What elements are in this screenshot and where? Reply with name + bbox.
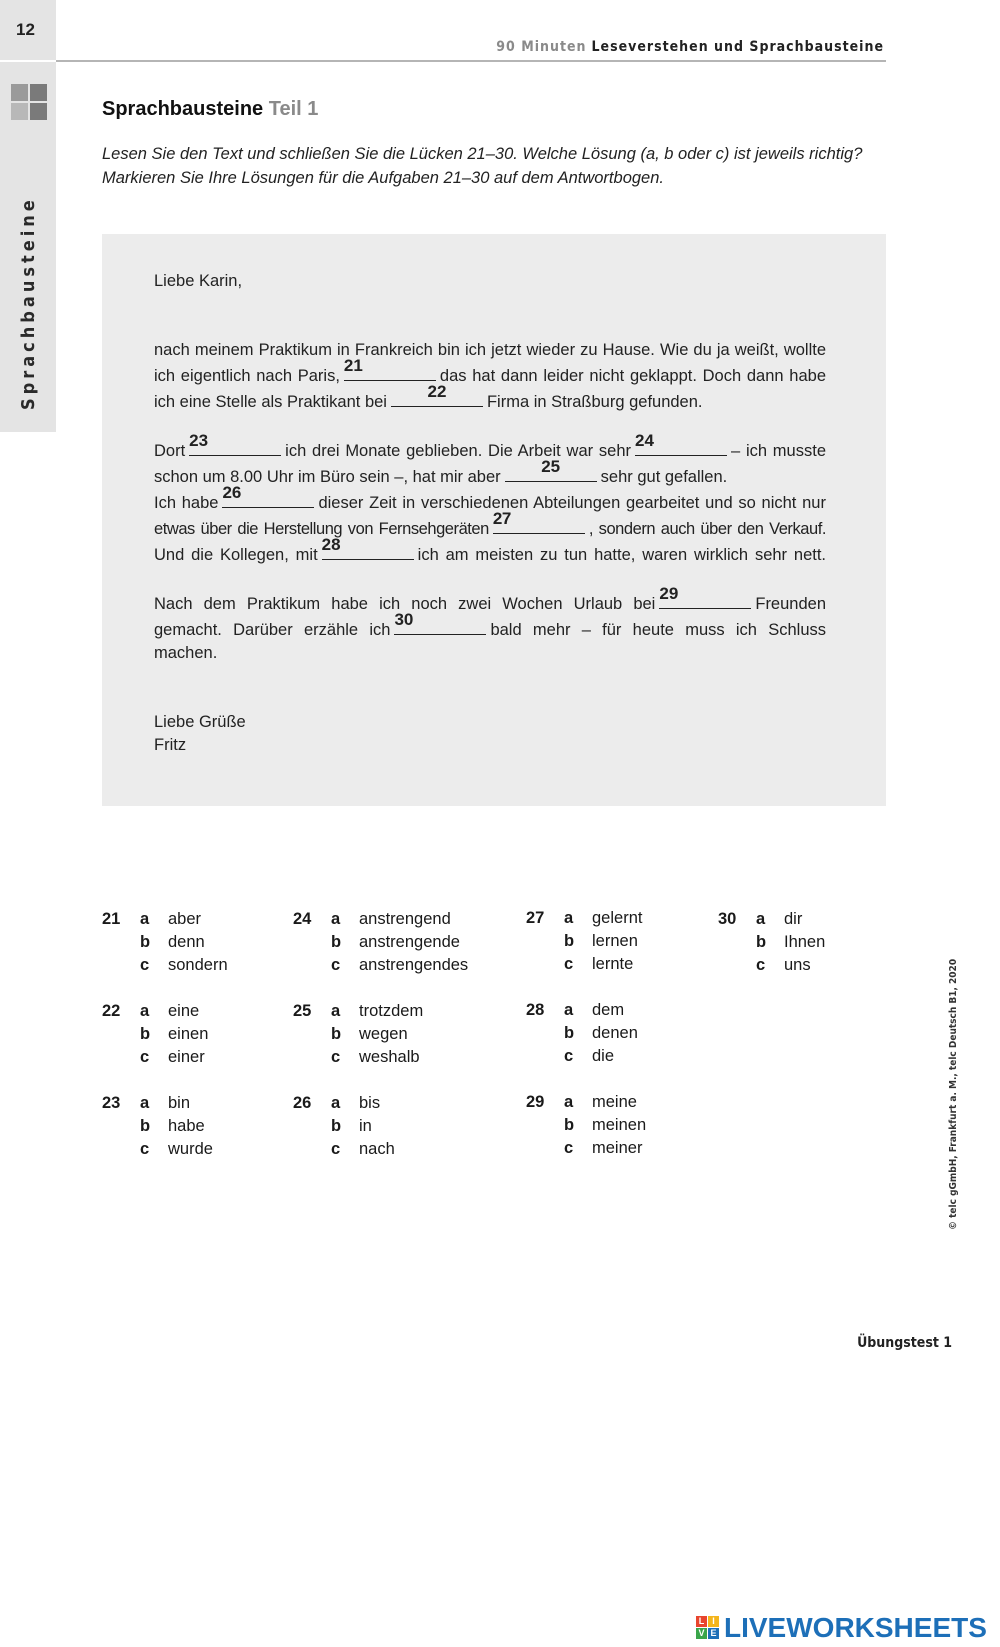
option-30c[interactable]: c uns [756, 956, 811, 974]
title-sub: Teil 1 [268, 98, 319, 120]
letter-line: Dort 23 ich drei Monate geblieben. Die Arbeit war sehr 24 – ich musste [154, 431, 826, 460]
option-22b[interactable]: b einen [140, 1025, 209, 1043]
gap-22[interactable]: 22 [391, 388, 483, 407]
option-30a[interactable]: a dir [756, 910, 803, 928]
option-22c[interactable]: c einer [140, 1048, 205, 1066]
answer-options: 21 a aber b denn c sondern 22 a eine b einen c einer 23 a bin b habe c wurde 24 a anstrengend b anstrengende c anstrengendes 25 a trotzdem b wegen c weshalb 26 a bis b in c nach 27 a gelernt b lernen c lernte 28 a dem b denen c die 29 a meine b meinen c meiner 30 a dir b Ihnen c uns [102, 909, 826, 1158]
gap-24[interactable]: 24 [635, 437, 727, 456]
letter-line: etwas über die Herstellung von Fernsehgeräten 27 , sondern auch über den Verkauf. [154, 509, 827, 538]
option-27a[interactable]: a gelernt [564, 909, 643, 927]
option-25c[interactable]: c weshalb [331, 1048, 420, 1066]
gap-28[interactable]: 28 [322, 541, 414, 560]
letter-line: schon um 8.00 Uhr im Büro sein –, hat mir aber 25 sehr gut gefallen. [154, 457, 728, 486]
option-30b[interactable]: b Ihnen [756, 933, 826, 951]
letter-line: Nach dem Praktikum habe ich noch zwei Wochen Urlaub bei 29 Freunden [154, 584, 826, 613]
option-28b[interactable]: b denen [564, 1024, 638, 1042]
gap-26[interactable]: 26 [222, 489, 314, 508]
option-24b[interactable]: b anstrengende [331, 933, 460, 951]
option-26b[interactable]: b in [331, 1117, 372, 1135]
letter-closing: Liebe Grüße [154, 713, 246, 731]
instruction-line: Lesen Sie den Text und schließen Sie die Lücken 21–30. Welche Lösung (a, b oder c) ist jeweils richtig? [102, 145, 863, 163]
gap-21[interactable]: 21 [344, 362, 436, 381]
option-26c[interactable]: c nach [331, 1140, 395, 1158]
option-23a[interactable]: a bin [140, 1094, 191, 1112]
liveworksheets-text: LIVEWORKSHEETS [724, 1612, 987, 1643]
option-21b[interactable]: b denn [140, 933, 205, 951]
side-section-label: Sprachbausteine [18, 196, 39, 410]
option-28a[interactable]: a dem [564, 1001, 625, 1019]
copyright-notice: © telc gGmbH, Frankfurt a. M., telc Deutsch B1, 2020 [948, 958, 959, 1230]
option-24c[interactable]: c anstrengendes [331, 956, 469, 974]
gap-25[interactable]: 25 [505, 463, 597, 482]
letter-greeting: Liebe Karin, [154, 272, 243, 290]
letter-line: gemacht. Darüber erzähle ich 30 bald mehr – für heute muss ich Schluss machen. [154, 610, 826, 662]
option-25a[interactable]: a trotzdem [331, 1002, 424, 1020]
letter-line: Und die Kollegen, mit 28 ich am meisten zu tun hatte, waren wirklich sehr nett. [154, 535, 827, 564]
page-number-tab [0, 0, 56, 60]
letter-box [102, 234, 886, 806]
option-23b[interactable]: b habe [140, 1117, 205, 1135]
option-21a[interactable]: a aber [140, 910, 202, 928]
option-27b[interactable]: b lernen [564, 932, 638, 950]
option-29b[interactable]: b meinen [564, 1116, 647, 1134]
liveworksheets-logo-icon: L I V E [696, 1616, 720, 1640]
page-header [496, 39, 884, 55]
header-section: Leseverstehen und Sprachbausteine [591, 39, 884, 55]
title-main: Sprachbausteine [102, 98, 264, 120]
option-23c[interactable]: c wurde [140, 1140, 213, 1158]
letter-text [154, 270, 826, 757]
option-22a[interactable]: a eine [140, 1002, 200, 1020]
page-title [102, 98, 318, 121]
option-25b[interactable]: b wegen [331, 1025, 408, 1043]
letter-line: nach meinem Praktikum in Frankreich bin ich jetzt wieder zu Hause. Wie du ja weißt, wollte [154, 341, 826, 359]
option-24a[interactable]: a anstrengend [331, 910, 451, 928]
header-duration: 90 Minuten [496, 39, 587, 55]
letter-line: ich eigentlich nach Paris, 21 das hat dann leider nicht geklappt. Doch dann habe [154, 356, 827, 385]
page-number: 12 [16, 20, 35, 39]
option-26a[interactable]: a bis [331, 1094, 381, 1112]
option-21c[interactable]: c sondern [140, 956, 228, 974]
gap-27[interactable]: 27 [493, 515, 585, 534]
section-squares-icon [11, 84, 47, 120]
letter-signature: Fritz [154, 736, 187, 754]
footer-label: Übungstest 1 [857, 1335, 952, 1351]
letter-line: Ich habe 26 dieser Zeit in verschiedenen Abteilungen gearbeitet und so nicht nur [154, 483, 826, 512]
gap-30[interactable]: 30 [394, 616, 486, 635]
instruction-line: Markieren Sie Ihre Lösungen für die Aufgaben 21–30 auf dem Antwortbogen. [102, 169, 664, 187]
option-29a[interactable]: a meine [564, 1093, 637, 1111]
option-28c[interactable]: c die [564, 1047, 615, 1065]
gap-23[interactable]: 23 [189, 437, 281, 456]
option-29c[interactable]: c meiner [564, 1139, 643, 1157]
instructions [102, 142, 902, 190]
letter-line: ich eine Stelle als Praktikant bei 22 Firma in Straßburg gefunden. [154, 382, 703, 411]
header-divider [56, 60, 886, 62]
gap-29[interactable]: 29 [659, 590, 751, 609]
option-27c[interactable]: c lernte [564, 955, 634, 973]
